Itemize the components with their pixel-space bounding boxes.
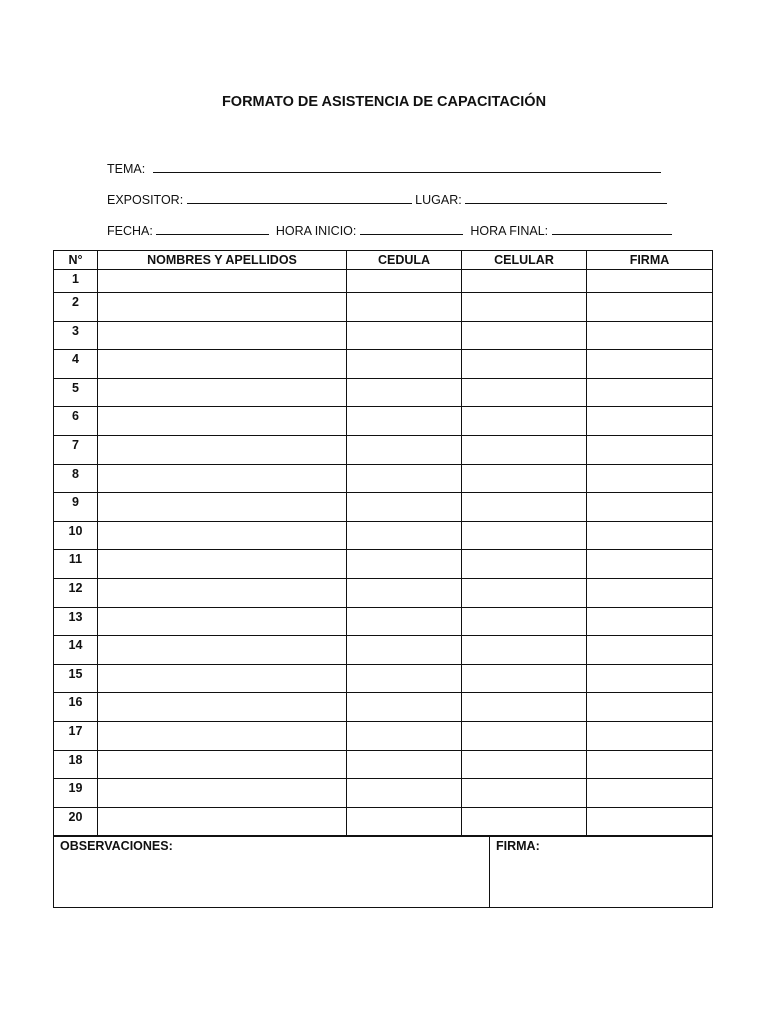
cedula-cell[interactable] — [347, 435, 462, 464]
name-cell[interactable] — [98, 378, 347, 407]
table-row — [54, 578, 713, 607]
name-cell[interactable] — [98, 407, 347, 436]
cedula-cell[interactable] — [347, 350, 462, 379]
table-row — [54, 521, 713, 550]
celular-cell[interactable] — [462, 550, 587, 579]
header-cedula: CEDULA — [347, 251, 462, 270]
row-number: 2 — [54, 293, 98, 322]
expositor-label: EXPOSITOR: — [107, 193, 184, 207]
observaciones-cell[interactable] — [54, 837, 490, 908]
firma-cell[interactable] — [587, 578, 713, 607]
celular-cell[interactable] — [462, 521, 587, 550]
cedula-cell[interactable] — [347, 521, 462, 550]
fecha-blank[interactable] — [156, 222, 269, 235]
celular-cell[interactable] — [462, 664, 587, 693]
table-row — [54, 407, 713, 436]
name-cell[interactable] — [98, 435, 347, 464]
name-cell[interactable] — [98, 464, 347, 493]
celular-cell[interactable] — [462, 270, 587, 293]
name-cell[interactable] — [98, 607, 347, 636]
table-row — [54, 350, 713, 379]
cedula-cell[interactable] — [347, 293, 462, 322]
name-cell[interactable] — [98, 721, 347, 750]
row-number: 12 — [54, 578, 98, 607]
name-cell[interactable] — [98, 693, 347, 722]
row-number: 14 — [54, 636, 98, 665]
name-cell[interactable] — [98, 270, 347, 293]
attendance-body — [54, 270, 713, 836]
hora-inicio-label: HORA INICIO: — [275, 224, 357, 238]
name-cell[interactable] — [98, 521, 347, 550]
document-title: FORMATO DE ASISTENCIA DE CAPACITACIÓN — [221, 94, 547, 110]
table-row — [54, 270, 713, 293]
header-number: N° — [54, 251, 98, 270]
header-celular: CELULAR — [462, 251, 587, 270]
table-row — [54, 321, 713, 350]
row-number: 9 — [54, 493, 98, 522]
firma-cell[interactable] — [587, 636, 713, 665]
cedula-cell[interactable] — [347, 407, 462, 436]
table-row — [54, 378, 713, 407]
cedula-cell[interactable] — [347, 321, 462, 350]
row-number: 8 — [54, 464, 98, 493]
firma-cell[interactable] — [587, 721, 713, 750]
celular-cell[interactable] — [462, 493, 587, 522]
row-number: 10 — [54, 521, 98, 550]
header-names: NOMBRES Y APELLIDOS — [98, 251, 347, 270]
expositor-line — [107, 191, 667, 207]
firma-label: FIRMA: — [496, 839, 540, 853]
name-cell[interactable] — [98, 493, 347, 522]
row-number: 20 — [54, 807, 98, 836]
row-number: 4 — [54, 350, 98, 379]
celular-cell[interactable] — [462, 293, 587, 322]
table-row — [54, 435, 713, 464]
celular-cell[interactable] — [462, 750, 587, 779]
name-cell[interactable] — [98, 350, 347, 379]
table-row — [54, 779, 713, 808]
cedula-cell[interactable] — [347, 721, 462, 750]
hora-inicio-blank[interactable] — [360, 222, 463, 235]
name-cell[interactable] — [98, 550, 347, 579]
celular-cell[interactable] — [462, 350, 587, 379]
firma-cell[interactable] — [587, 350, 713, 379]
row-number: 16 — [54, 693, 98, 722]
cedula-cell[interactable] — [347, 464, 462, 493]
observaciones-label: OBSERVACIONES: — [60, 839, 173, 853]
celular-cell[interactable] — [462, 321, 587, 350]
row-number: 3 — [54, 321, 98, 350]
firma-cell[interactable] — [587, 521, 713, 550]
attendance-table — [53, 250, 713, 836]
table-row — [54, 693, 713, 722]
celular-cell[interactable] — [462, 578, 587, 607]
firma-cell[interactable] — [587, 435, 713, 464]
table-row — [54, 807, 713, 836]
cedula-cell[interactable] — [347, 664, 462, 693]
name-cell[interactable] — [98, 807, 347, 836]
header-firma: FIRMA — [587, 251, 713, 270]
table-header-row — [54, 251, 713, 270]
cedula-cell[interactable] — [347, 578, 462, 607]
celular-cell[interactable] — [462, 693, 587, 722]
firma-cell[interactable] — [587, 750, 713, 779]
row-number: 15 — [54, 664, 98, 693]
table-row — [54, 664, 713, 693]
cedula-cell[interactable] — [347, 550, 462, 579]
observations-table — [53, 836, 713, 908]
name-cell[interactable] — [98, 750, 347, 779]
firma-cell[interactable] — [587, 293, 713, 322]
celular-cell[interactable] — [462, 807, 587, 836]
cedula-cell[interactable] — [347, 750, 462, 779]
cedula-cell[interactable] — [347, 636, 462, 665]
name-cell[interactable] — [98, 636, 347, 665]
tema-line — [107, 160, 661, 176]
firma-cell[interactable] — [587, 270, 713, 293]
fecha-line — [107, 222, 672, 238]
table-row — [54, 293, 713, 322]
table-row — [54, 550, 713, 579]
hora-final-label: HORA FINAL: — [470, 224, 549, 238]
firma-cell[interactable] — [587, 607, 713, 636]
cedula-cell[interactable] — [347, 693, 462, 722]
firma-cell[interactable] — [587, 464, 713, 493]
row-number: 6 — [54, 407, 98, 436]
name-cell[interactable] — [98, 779, 347, 808]
expositor-blank[interactable] — [187, 191, 412, 204]
row-number: 5 — [54, 378, 98, 407]
firma-cell[interactable] — [587, 550, 713, 579]
celular-cell[interactable] — [462, 464, 587, 493]
cedula-cell[interactable] — [347, 807, 462, 836]
cedula-cell[interactable] — [347, 779, 462, 808]
name-cell[interactable] — [98, 293, 347, 322]
cedula-cell[interactable] — [347, 493, 462, 522]
celular-cell[interactable] — [462, 407, 587, 436]
celular-cell[interactable] — [462, 779, 587, 808]
name-cell[interactable] — [98, 664, 347, 693]
hora-final-blank[interactable] — [552, 222, 672, 235]
table-row — [54, 493, 713, 522]
tema-label: TEMA: — [107, 162, 146, 176]
row-number: 17 — [54, 721, 98, 750]
row-number: 11 — [54, 550, 98, 579]
row-number: 18 — [54, 750, 98, 779]
lugar-blank[interactable] — [465, 191, 667, 204]
table-row — [54, 636, 713, 665]
firma-cell[interactable] — [587, 779, 713, 808]
firma-cell[interactable] — [587, 321, 713, 350]
table-row — [54, 750, 713, 779]
celular-cell[interactable] — [462, 636, 587, 665]
row-number: 19 — [54, 779, 98, 808]
row-number: 13 — [54, 607, 98, 636]
firma-cell[interactable] — [490, 837, 713, 908]
firma-cell[interactable] — [587, 693, 713, 722]
table-row — [54, 607, 713, 636]
row-number: 1 — [54, 270, 98, 293]
firma-cell[interactable] — [587, 493, 713, 522]
lugar-label: LUGAR: — [415, 193, 462, 207]
table-row — [54, 721, 713, 750]
celular-cell[interactable] — [462, 435, 587, 464]
tema-blank[interactable] — [153, 160, 661, 173]
celular-cell[interactable] — [462, 721, 587, 750]
firma-cell[interactable] — [587, 807, 713, 836]
firma-cell[interactable] — [587, 378, 713, 407]
row-number: 7 — [54, 435, 98, 464]
firma-cell[interactable] — [587, 407, 713, 436]
celular-cell[interactable] — [462, 378, 587, 407]
firma-cell[interactable] — [587, 664, 713, 693]
cedula-cell[interactable] — [347, 607, 462, 636]
name-cell[interactable] — [98, 578, 347, 607]
celular-cell[interactable] — [462, 607, 587, 636]
fecha-label: FECHA: — [107, 224, 153, 238]
cedula-cell[interactable] — [347, 378, 462, 407]
table-row — [54, 464, 713, 493]
cedula-cell[interactable] — [347, 270, 462, 293]
name-cell[interactable] — [98, 321, 347, 350]
